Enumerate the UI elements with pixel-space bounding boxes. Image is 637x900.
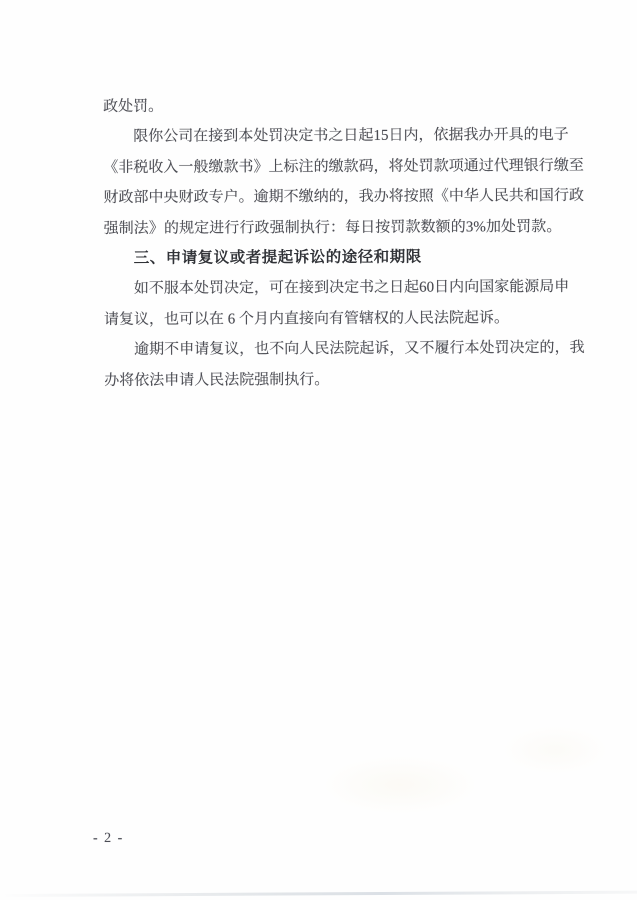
- scan-smudge: [500, 725, 610, 775]
- text-line: 《 非 税 收 入 一 般 缴 款 书 》 上 标 注 的 缴 款 码 ， 将 处 罚 款 项 通 过 代 理 银 行 缴 至: [103, 157, 584, 176]
- text-line: 限 你 公 司 在 接 到 本 处 罚 决 定 书 之 日 起 15 日 内 ， 依 据 我 办 开 具 的 电 子: [133, 127, 569, 146]
- text-line: 政处罚。: [103, 98, 164, 115]
- text-line: 办将依法申请人民法院强制执行。: [104, 371, 330, 389]
- text-line: 如 不 服 本 处 罚 决 定 ， 可 在 接 到 决 定 书 之 日 起 60 日 内 向 国 家 能 源 局 申: [133, 279, 570, 298]
- section-heading: 三、申请复议或者提起诉讼的途径和期限: [133, 248, 422, 267]
- page-number: - 2 -: [92, 830, 124, 847]
- text-line: 请复议，也可以在 6 个月内直接向有管辖权的人民法院起诉。: [103, 309, 510, 328]
- text-line: 强 制 法 》 的 规 定 进 行 行 政 强 制 执 行 ： 每 日 按 罚 款 数 额 的 3% 加 处 罚 款 。: [103, 218, 562, 237]
- text-line: 财 政 部 中 央 财 政 专 户 。 逾 期 不 缴 纳 的 ， 我 办 将 按 照 《 中 华 人 民 共 和 国 行 政: [103, 188, 584, 207]
- document-body: [103, 90, 585, 396]
- scan-smudge: [320, 755, 480, 815]
- scan-edge-shadow: [0, 891, 637, 897]
- text-line: 逾 期 不 申 请 复 议 ， 也 不 向 人 民 法 院 起 诉 ， 又 不 履 行 本 处 罚 决 定 的 ， 我: [134, 340, 585, 358]
